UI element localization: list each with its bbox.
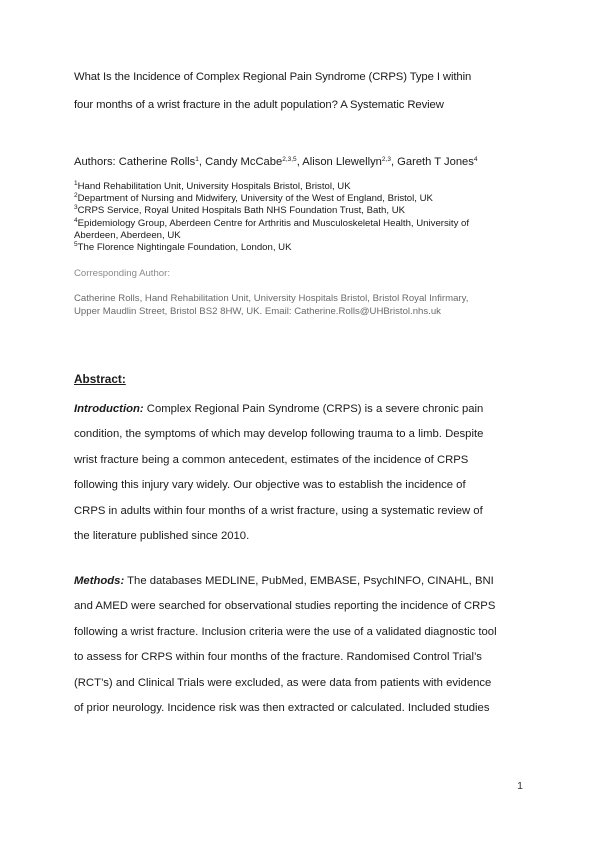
methods-line (74, 594, 534, 619)
introduction-text: condition, the symptoms of which may develop following trauma to a limb. Despite (74, 428, 484, 441)
affiliation-marker: 2 (74, 192, 78, 200)
affiliations (74, 181, 534, 254)
affiliation-text: Department of Nursing and Midwifery, University of the West of England, Bristol, UK (77, 193, 433, 205)
introduction-line (74, 397, 534, 422)
affiliation-text: Aberdeen, Aberdeen, UK (74, 229, 181, 241)
corresponding-author-details (74, 292, 468, 318)
paper-title-line-2: four months of a wrist fracture in the adult population? A Systematic Review (74, 99, 444, 111)
author-affiliation-marker: 2,3,5 (282, 156, 297, 163)
introduction-lead: Introduction: (74, 403, 144, 415)
affiliation-line (74, 230, 534, 242)
author-affiliation-marker: 1 (195, 156, 199, 163)
author-name: Alison Llewellyn (302, 156, 382, 168)
corresponding-author-line-1: Catherine Rolls, Hand Rehabilitation Unit, University Hospitals Bristol, Bristol Royal Infirmary, (74, 293, 469, 304)
affiliation-line (74, 181, 534, 193)
affiliation-marker: 3 (74, 204, 78, 212)
author-affiliation-marker: 2,3 (381, 156, 391, 163)
introduction-line (74, 499, 534, 524)
author-name: Catherine Rolls (118, 156, 196, 168)
introduction-text: following this injury vary widely. Our objective was to establish the incidence of (74, 479, 466, 492)
methods-line (74, 620, 534, 645)
introduction-text: Complex Regional Pain Syndrome (CRPS) is a severe chronic pain (143, 403, 484, 415)
corresponding-author-heading: Corresponding Author: (74, 268, 170, 279)
affiliation-marker: 4 (74, 216, 78, 224)
affiliation-marker: 1 (74, 180, 78, 187)
affiliation-line (74, 218, 534, 230)
introduction-text: wrist fracture being a common antecedent, estimates of the incidence of CRPS (74, 453, 469, 466)
methods-line (74, 569, 534, 594)
affiliation-text: Hand Rehabilitation Unit, University Hospitals Bristol, Bristol, UK (77, 181, 351, 192)
affiliation-line (74, 193, 534, 205)
author-line (74, 156, 478, 168)
affiliation-text: Epidemiology Group, Aberdeen Centre for Arthritis and Musculoskeletal Health, University of (77, 217, 470, 229)
methods-text: and AMED were searched for observational studies reporting the incidence of CRPS (74, 600, 496, 613)
author-name: Gareth T Jones (397, 156, 474, 168)
abstract-methods (74, 569, 534, 721)
introduction-line (74, 524, 534, 549)
abstract-heading: Abstract: (74, 372, 126, 386)
methods-text: following a wrist fracture. Inclusion criteria were the use of a validated diagnostic tool (74, 625, 497, 638)
introduction-text: CRPS in adults within four months of a wrist fracture, using a systematic review of (74, 504, 483, 517)
methods-line (74, 671, 534, 696)
author-affiliation-marker: 4 (473, 156, 478, 163)
introduction-line (74, 422, 534, 447)
corresponding-author-line-2: Upper Maudlin Street, Bristol BS2 8HW, UK. Email: Catherine.Rolls@UHBristol.nhs.uk (74, 306, 441, 317)
author-name: Candy McCabe (205, 156, 283, 168)
paper-title-line-1: What Is the Incidence of Complex Regional Pain Syndrome (CRPS) Type I within (74, 71, 472, 83)
methods-text: to assess for CRPS within four months of the fracture. Randomised Control Trial’s (74, 651, 482, 664)
authors-label: Authors: (74, 156, 116, 168)
page-number: 1 (517, 780, 523, 792)
methods-text: of prior neurology. Incidence risk was then extracted or calculated. Included studies (74, 702, 490, 715)
affiliation-marker: 5 (74, 241, 78, 249)
introduction-text: the literature published since 2010. (74, 530, 250, 543)
affiliation-text: CRPS Service, Royal United Hospitals Bath NHS Foundation Trust, Bath, UK (77, 205, 406, 217)
introduction-line (74, 448, 534, 473)
methods-text: (RCT’s) and Clinical Trials were excluded, as were data from patients with evidence (74, 676, 492, 689)
introduction-line (74, 473, 534, 498)
methods-text: The databases MEDLINE, PubMed, EMBASE, PsychINFO, CINAHL, BNI (124, 575, 494, 587)
methods-line (74, 645, 534, 670)
author-list: Catherine Rolls$^1$, Candy McCabe$^{2,3,5}$, Alison Llewellyn$^{2,3}$, Gareth T Jones$^4$ (118, 156, 478, 168)
methods-line (74, 696, 534, 721)
abstract-introduction (74, 397, 534, 549)
methods-lead: Methods: (74, 575, 125, 587)
affiliation-line (74, 242, 534, 254)
affiliation-text: The Florence Nightingale Foundation, London, UK (77, 242, 292, 254)
affiliation-line (74, 205, 534, 217)
